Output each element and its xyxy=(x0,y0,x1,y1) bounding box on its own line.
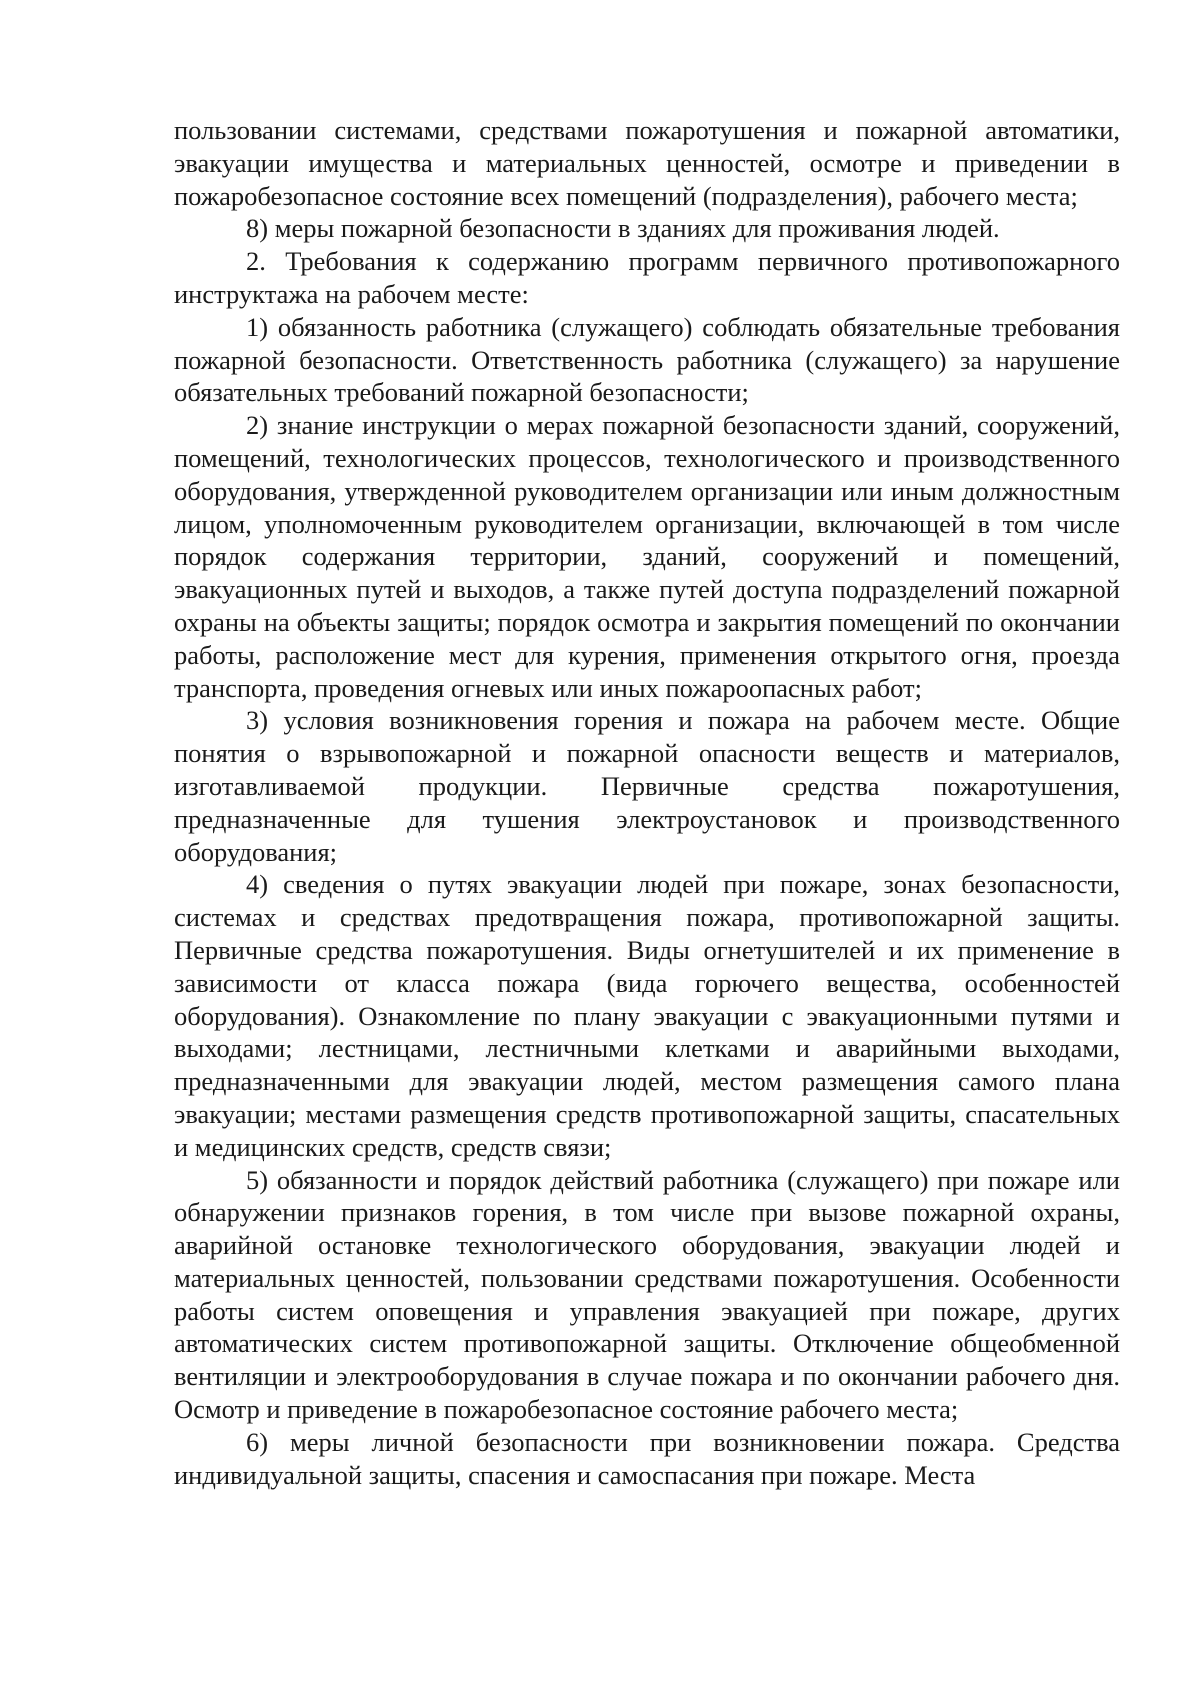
list-item-5: 5) обязанности и порядок действий работника (служащего) при пожаре или обнаружении признаков горения, в том числе при вызове пожарной охраны, аварийной остановке технологического оборудования, эвакуации людей и материальных ценностей, пользовании средствами пожаротушения. Особенности работы систем оповещения и управления эвакуацией при пожаре, других автоматических систем противопожарной защиты. Отключение общеобменной вентиляции и электрооборудования в случае пожара и по окончании рабочего дня. Осмотр и приведение в пожаробезопасное состояние рабочего места; xyxy=(174,1164,1120,1425)
list-item-6: 6) меры личной безопасности при возникновении пожара. Средства индивидуальной защиты, спасения и самоспасания при пожаре. Места xyxy=(174,1426,1120,1490)
list-item-3: 3) условия возникновения горения и пожара на рабочем месте. Общие понятия о взрывопожарной и пожарной опасности веществ и материалов, изготавливаемой продукции. Первичные средства пожаротушения, предназначенные для тушения электроустановок и производственного оборудования; xyxy=(174,705,1120,867)
list-item-4: 4) сведения о путях эвакуации людей при пожаре, зонах безопасности, системах и средствах предотвращения пожара, противопожарной защиты. Первичные средства пожаротушения. Виды огнетушителей и их применение в зависимости от класса пожара (вида горючего вещества, особенностей оборудования). Ознакомление по плану эвакуации с эвакуационными путями и выходами; лестницами, лестничными клетками и аварийными выходами, предназначенными для эвакуации людей, местом размещения самого плана эвакуации; местами размещения средств противопожарной защиты, спасательных и медицинских средств, средств связи; xyxy=(174,869,1120,1162)
list-item-1: 1) обязанность работника (служащего) соблюдать обязательные требования пожарной безопасности. Ответственность работника (служащего) за нарушение обязательных требований пожарной безопасности; xyxy=(174,311,1120,408)
section-heading-2: 2. Требования к содержанию программ первичного противопожарного инструктажа на рабочем месте: xyxy=(174,246,1120,309)
document-page-body xyxy=(174,114,1120,1491)
continued-paragraph: пользовании системами, средствами пожаротушения и пожарной автоматики, эвакуации имущества и материальных ценностей, осмотре и приведении в пожаробезопасное состояние всех помещений (подразделения), рабочего места; xyxy=(174,115,1120,211)
list-item-2: 2) знание инструкции о мерах пожарной безопасности зданий, сооружений, помещений, технологических процессов, технологического и производственного оборудования, утвержденной руководителем организации или иным должностным лицом, уполномоченным руководителем организации, включающей в том числе порядок содержания территории, зданий, сооружений и помещений, эвакуационных путей и выходов, а также путей доступа подразделений пожарной охраны на объекты защиты; порядок осмотра и закрытия помещений по окончании работы, расположение мест для курения, применения открытого огня, проезда транспорта, проведения огневых или иных пожароопасных работ; xyxy=(174,410,1120,703)
list-item-8: 8) меры пожарной безопасности в зданиях для проживания людей. xyxy=(246,213,1000,244)
